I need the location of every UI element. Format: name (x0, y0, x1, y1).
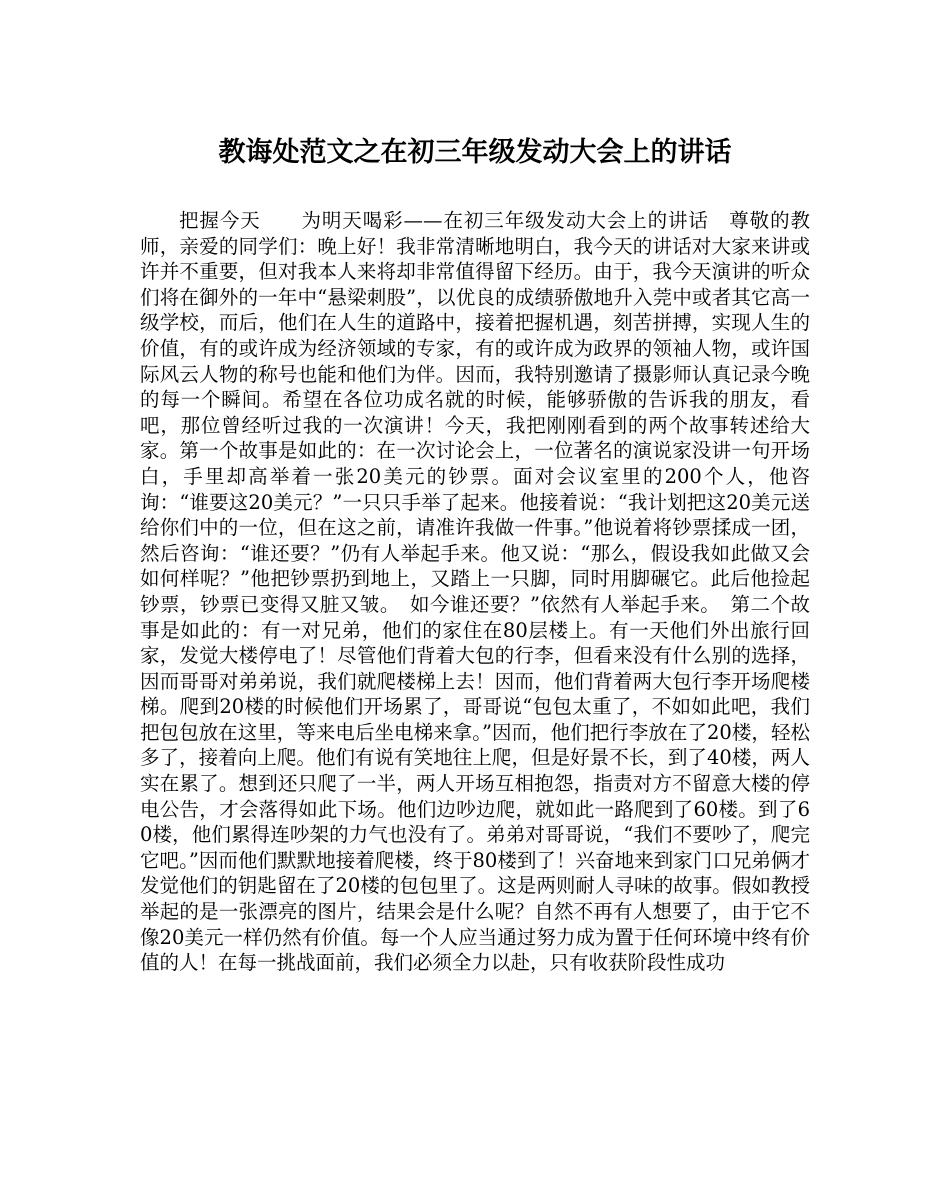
document-body: 把握今天 为明天喝彩——在初三年级发动大会上的讲话 尊敬的教师，亲爱的同学们：晚上好！我非常清晰地明白，我今天的讲话对大家来讲或许并不重要，但对我本人来将却非常值得留下经历。由于，我今天演讲的听众们将在御外的一年中“悬梁刺股”，以优良的成绩骄傲地升入莞中或者其它高一级学校，而后，他们在人生的道路中，接着把握机遇，刻苦拼搏，实现人生的价值，有的或许成为经济领域的专家，有的或许成为政界的领袖人物，或许国际风云人物的称号也能和他们为伴。因而，我特别邀请了摄影师认真记录今晚的每一个瞬间。希望在各位功成名就的时候，能够骄傲的告诉我的朋友，看吧，那位曾经听过我的一次演讲！今天，我把刚刚看到的两个故事转述给大家。第一个故事是如此的：在一次讨论会上，一位著名的演说家没讲一句开场白，手里却高举着一张20美元的钞票。面对会议室里的200个人，他咨询：“谁要这20美元？”一只只手举了起来。他接着说：“我计划把这20美元送给你们中的一位，但在这之前，请准许我做一件事。”他说着将钞票揉成一团，然后咨询：“谁还要？”仍有人举起手来。他又说：“那么，假设我如此做又会如何样呢？”他把钞票扔到地上，又踏上一只脚，同时用脚碾它。此后他捡起钞票，钞票已变得又脏又皱。 如今谁还要？”依然有人举起手来。 第二个故事是如此的：有一对兄弟，他们的家住在80层楼上。有一天他们外出旅行回家，发觉大楼停电了！尽管他们背着大包的行李，但看来没有什么别的选择，因而哥哥对弟弟说，我们就爬楼梯上去！因而，他们背着两大包行李开场爬楼梯。爬到20楼的时候他们开场累了，哥哥说“包包太重了，不如如此吧，我们把包包放在这里，等来电后坐电梯来拿。”因而，他们把行李放在了20楼，轻松多了，接着向上爬。他们有说有笑地往上爬，但是好景不长，到了40楼，两人实在累了。想到还只爬了一半，两人开场互相抱怨，指责对方不留意大楼的停电公告，才会落得如此下场。他们边吵边爬，就如此一路爬到了60楼。到了60楼，他们累得连吵架的力气也没有了。弟弟对哥哥说，“我们不要吵了，爬完它吧。”因而他们默默地接着爬楼，终于80楼到了！兴奋地来到家门口兄弟俩才发觉他们的钥匙留在了20楼的包包里了。这是两则耐人寻味的故事。假如教授举起的是一张漂亮的图片，结果会是什么呢？自然不再有人想要了，由于它不像20美元一样仍然有价值。每一个人应当通过努力成为置于任何环境中终有价值的人！在每一挑战面前，我们必须全力以赴，只有收获阶段性成功 (140, 209, 810, 975)
document-title: 教诲处范文之在初三年级发动大会上的讲话 (218, 137, 732, 168)
